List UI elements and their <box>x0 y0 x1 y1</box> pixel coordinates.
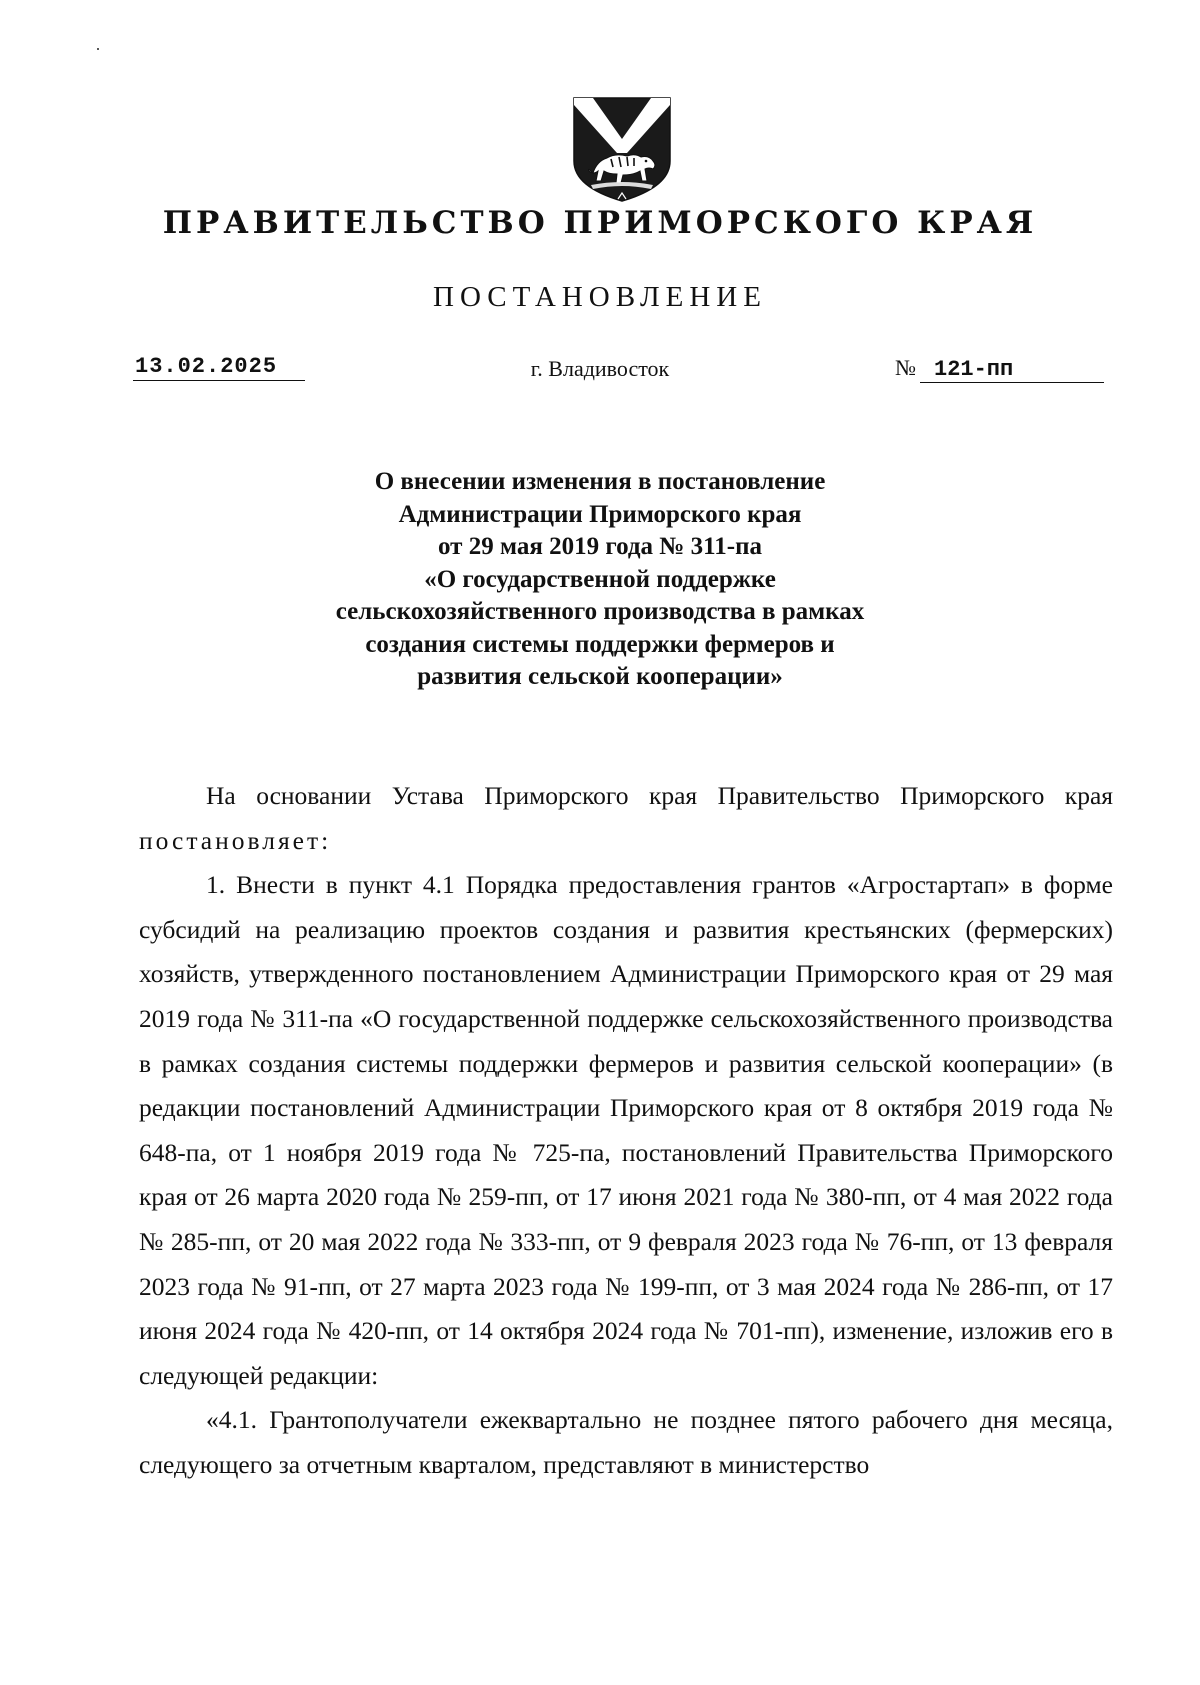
decree-city: г. Владивосток <box>530 356 670 381</box>
subject-line: Администрации Приморского края <box>398 500 802 528</box>
preamble-paragraph <box>139 774 1113 863</box>
coat-of-arms-tiger-icon <box>571 95 673 205</box>
decree-body <box>139 774 1113 1488</box>
decree-date: 13.02.2025 <box>133 354 305 381</box>
subject-line: сельскохозяйственного производства в рамках <box>335 598 865 625</box>
decree-number-label: № <box>895 355 916 380</box>
clause-1-paragraph: 1. Внести в пункт 4.1 Порядка предоставления грантов «Агростартап» в форме субсидий на реализацию проектов создания и развития крестьянских (фермерских) хозяйств, утвержденного постановлением Администрации Приморского края от 29 мая 2019 года № 311-па «О государственной поддержке сельскохозяйственного производства в рамках создания системы поддержки фермеров и развития сельской кооперации» (в редакции постановлений Администрации Приморского края от 8 октября 2019 года № 648-па, от 1 ноября 2019 года № 725-па, постановлений Правительства Приморского края от 26 марта 2020 года № 259-пп, от 17 июня 2021 года № 380-пп, от 4 мая 2022 года № 285-пп, от 20 мая 2022 года № 333-пп, от 9 февраля 2023 года № 76-пп, от 13 февраля 2023 года № 91-пп, от 27 марта 2023 года № 199-пп, от 3 мая 2024 года № 286-пп, от 17 июня 2024 года № 420-пп, от 14 октября 2024 года № 701-пп), изменение, изложив его в следующей редакции: <box>139 870 1113 1390</box>
preamble-text: На основании Устава Приморского края Правительство Приморского края <box>206 781 1113 810</box>
subject-line: от 29 мая 2019 года № 311-па <box>438 533 762 560</box>
decree-word: постановляет: <box>139 825 332 855</box>
decree-number-block <box>895 355 1104 383</box>
subject-line: О внесении изменения в постановление <box>374 468 826 495</box>
decree-subject <box>0 466 1200 694</box>
government-title: ПРАВИТЕЛЬСТВО ПРИМОРСКОГО КРАЯ <box>162 205 1038 241</box>
subject-line: развития сельской кооперации» <box>417 663 783 690</box>
scan-speck <box>97 48 99 50</box>
decree-number: 121-пп <box>920 357 1104 383</box>
subject-line: создания системы поддержки фермеров и <box>365 630 835 658</box>
clause-4-1-paragraph: «4.1. Грантополучатели ежеквартально не позднее пятого рабочего дня месяца, следующего за отчетным кварталом, представляют в министерство <box>139 1405 1113 1479</box>
document-type: ПОСТАНОВЛЕНИЕ <box>433 281 767 313</box>
subject-line: «О государственной поддержке <box>424 565 776 593</box>
